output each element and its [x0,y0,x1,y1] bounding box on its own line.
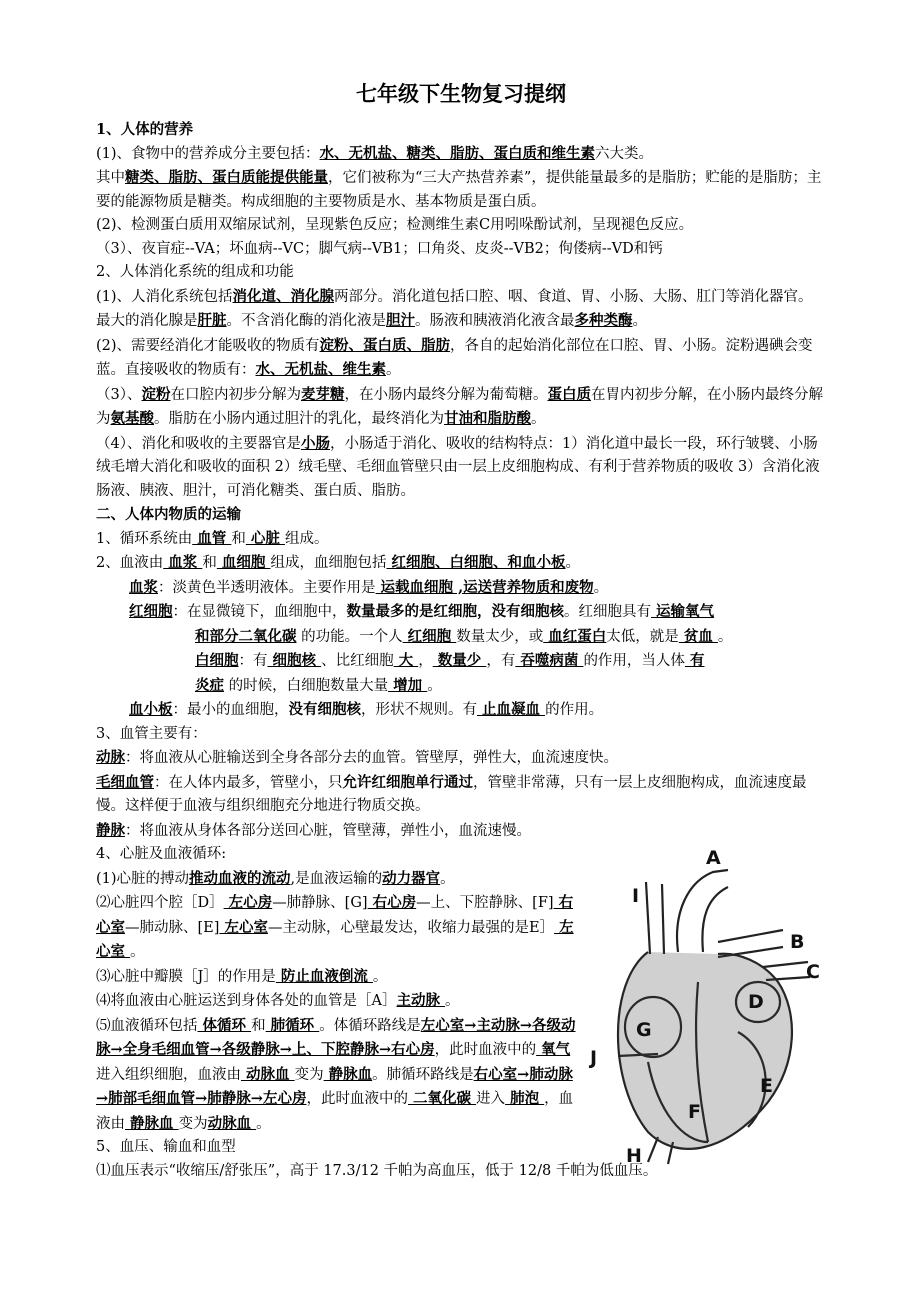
heart-diagram [588,842,828,1172]
section-heading: 5、血压、输血和血型 [96,1139,236,1155]
section-heading: 二、人体内物质的运输 [96,506,241,523]
paragraph: ⑸血液循环包括 体循环 和 肺循环 。体循环路线是左心室→主动脉→各级动脉→全身毛细血管→各级静脉→上、下腔静脉→右心房，此时血液中的 氧气 进入组织细胞，血液由 动脉血 变为 静脉血。肺循环路线是右心室→肺动脉→肺部毛细血管→肺静脉→左心房，此时血液中的 二氧化碳 进入 肺泡 ，血液由 静脉血 变为动脉血 。 [96,1016,576,1132]
paragraph: 和部分二氧化碳 的功能。一个人 红细胞 数量太少，或 血红蛋白太低，就是 贫血 。 [195,627,733,645]
section-heading: 1、人体的营养 [96,121,194,138]
paragraph: (2)、检测蛋白质用双缩尿试剂，呈现紫色反应；检测维生素C用吲哚酚试剂，呈现褪色反应。 [96,217,694,233]
paragraph: 动脉：将血液从心脏输送到全身各部分去的血管。管壁厚，弹性大，血流速度快。 [96,749,618,766]
paragraph: 血小板：最小的血细胞，没有细胞核，形状不规则。有 止血凝血 的作用。 [129,701,604,718]
aorta [677,870,728,952]
heart-text-column [96,867,578,1137]
label-f: F [688,1101,701,1123]
label-j: J [590,1047,598,1069]
label-e: E [760,1075,773,1097]
paragraph: （3）、淀粉在口腔内初步分解为麦芽糖，在小肠内最终分解为葡萄糖。蛋白质在胃内初步分解，在小肠内最终分解为氨基酸。脂肪在小肠内通过胆汁的乳化，最终消化为甘油和脂肪酸。 [96,385,823,427]
paragraph: 炎症 的时候，白细胞数量大量 增加 。 [195,676,442,694]
paragraph: ⑶心脏中瓣膜［J］的作用是 防止血液倒流 。 [96,967,388,985]
paragraph: (2)、需要经消化才能吸收的物质有淀粉、蛋白质、脂肪，各自的起始消化部位在口腔、胃、小肠。淀粉遇碘会变蓝。直接吸收的物质有：水、无机盐、维生素。 [96,336,813,378]
paragraph: ⑴血压表示“收缩压/舒张压”，高于 17.3/12 千帕为高血压，低于 12/8 千帕为低血压。 [96,1162,658,1179]
paragraph: 2、血液由 血浆 和 血细胞 组成，血细胞包括 红细胞、白细胞、和血小板。 [96,554,581,571]
paragraph: 白细胞：有 细胞核 、比红细胞 大 ， 数量少 ，有 吞噬病菌 的作用，当人体 有 [195,652,705,669]
paragraph: 其中糖类、脂肪、蛋白质能提供能量，它们被称为“三大产热营养素”，提供能量最多的是脂肪；贮能的是脂肪；主要的能源物质是糖类。构成细胞的主要物质是水、基本物质是蛋白质。 [96,169,822,210]
page-title: 七年级下生物复习提纲 [356,81,566,106]
paragraph: 1、循环系统由 血管 和 心脏 组成。 [96,529,329,547]
section-heading: 3、血管主要有： [96,725,207,742]
paragraph: （3）、夜盲症--VA；坏血病--VC；脚气病--VB1；口角炎、皮炎--VB2；佝偻病--VD和钙 [96,240,663,257]
paragraph: ⑵心脏四个腔［D］ 左心房—肺静脉、[G] 右心房—上、下腔静脉、[F] 右心室—肺动脉、[E] 左心室—主动脉，心壁最发达，收缩力最强的是E］ 左心室 。 [96,894,574,960]
superior-vena-cava [646,882,664,954]
paragraph: （4）、消化和吸收的主要器官是小肠，小肠适于消化、吸收的结构特点：1）消化道中最长一段，环行皱襞、小肠绒毛增大消化和吸收的面积 2）绒毛壁、毛细血管壁只由一层上皮细胞构成、有利于营养物质的吸收 3）含消化液肠液、胰液、胆汁，可消化糖类、蛋白质、脂肪。 [96,434,820,499]
section-heading: 2、人体消化系统的组成和功能 [96,264,294,280]
section-heading: 4、心脏及血液循环: [96,846,227,862]
label-i: I [632,885,640,907]
paragraph: 血浆：淡黄色半透明液体。主要作用是 运载血细胞 ,运送营养物质和废物。 [129,578,609,596]
label-h: H [626,1145,642,1167]
label-c: C [806,961,820,983]
paragraph: 红细胞：在显微镜下，血细胞中，数量最多的是红细胞，没有细胞核。红细胞具有 运输氧气 [129,603,715,620]
paragraph: 静脉：将血液从身体各部分送回心脏，管壁薄，弹性小，血流速慢。 [96,821,531,839]
paragraph: ⑷将血液由心脏运送到身体各处的血管是［A］主动脉 。 [96,992,460,1009]
paragraph: 毛细血管：在人体内最多，管壁小，只允许红细胞单行通过，管壁非常薄，只有一层上皮细胞构成，血流速度最慢。这样便于血液与组织细胞充分地进行物质交换。 [96,773,807,814]
paragraph: (1)、食物中的营养成分主要包括：水、无机盐、糖类、脂肪、蛋白质和维生素六大类。 [96,144,654,162]
paragraph: (1)、人消化系统包括消化道、消化腺两部分。消化道包括口腔、咽、食道、胃、小肠、大肠、肛门等消化器官。最大的消化腺是肝脏。不含消化酶的消化液是胆汁。肠液和胰液消化液含最多种类酶。 [96,287,813,329]
paragraph: (1)心脏的搏动推动血液的流动,是血液运输的动力器官。 [96,869,455,887]
label-g: G [636,1019,652,1041]
label-a: A [706,847,721,869]
label-d: D [748,991,764,1013]
label-b: B [790,931,805,953]
